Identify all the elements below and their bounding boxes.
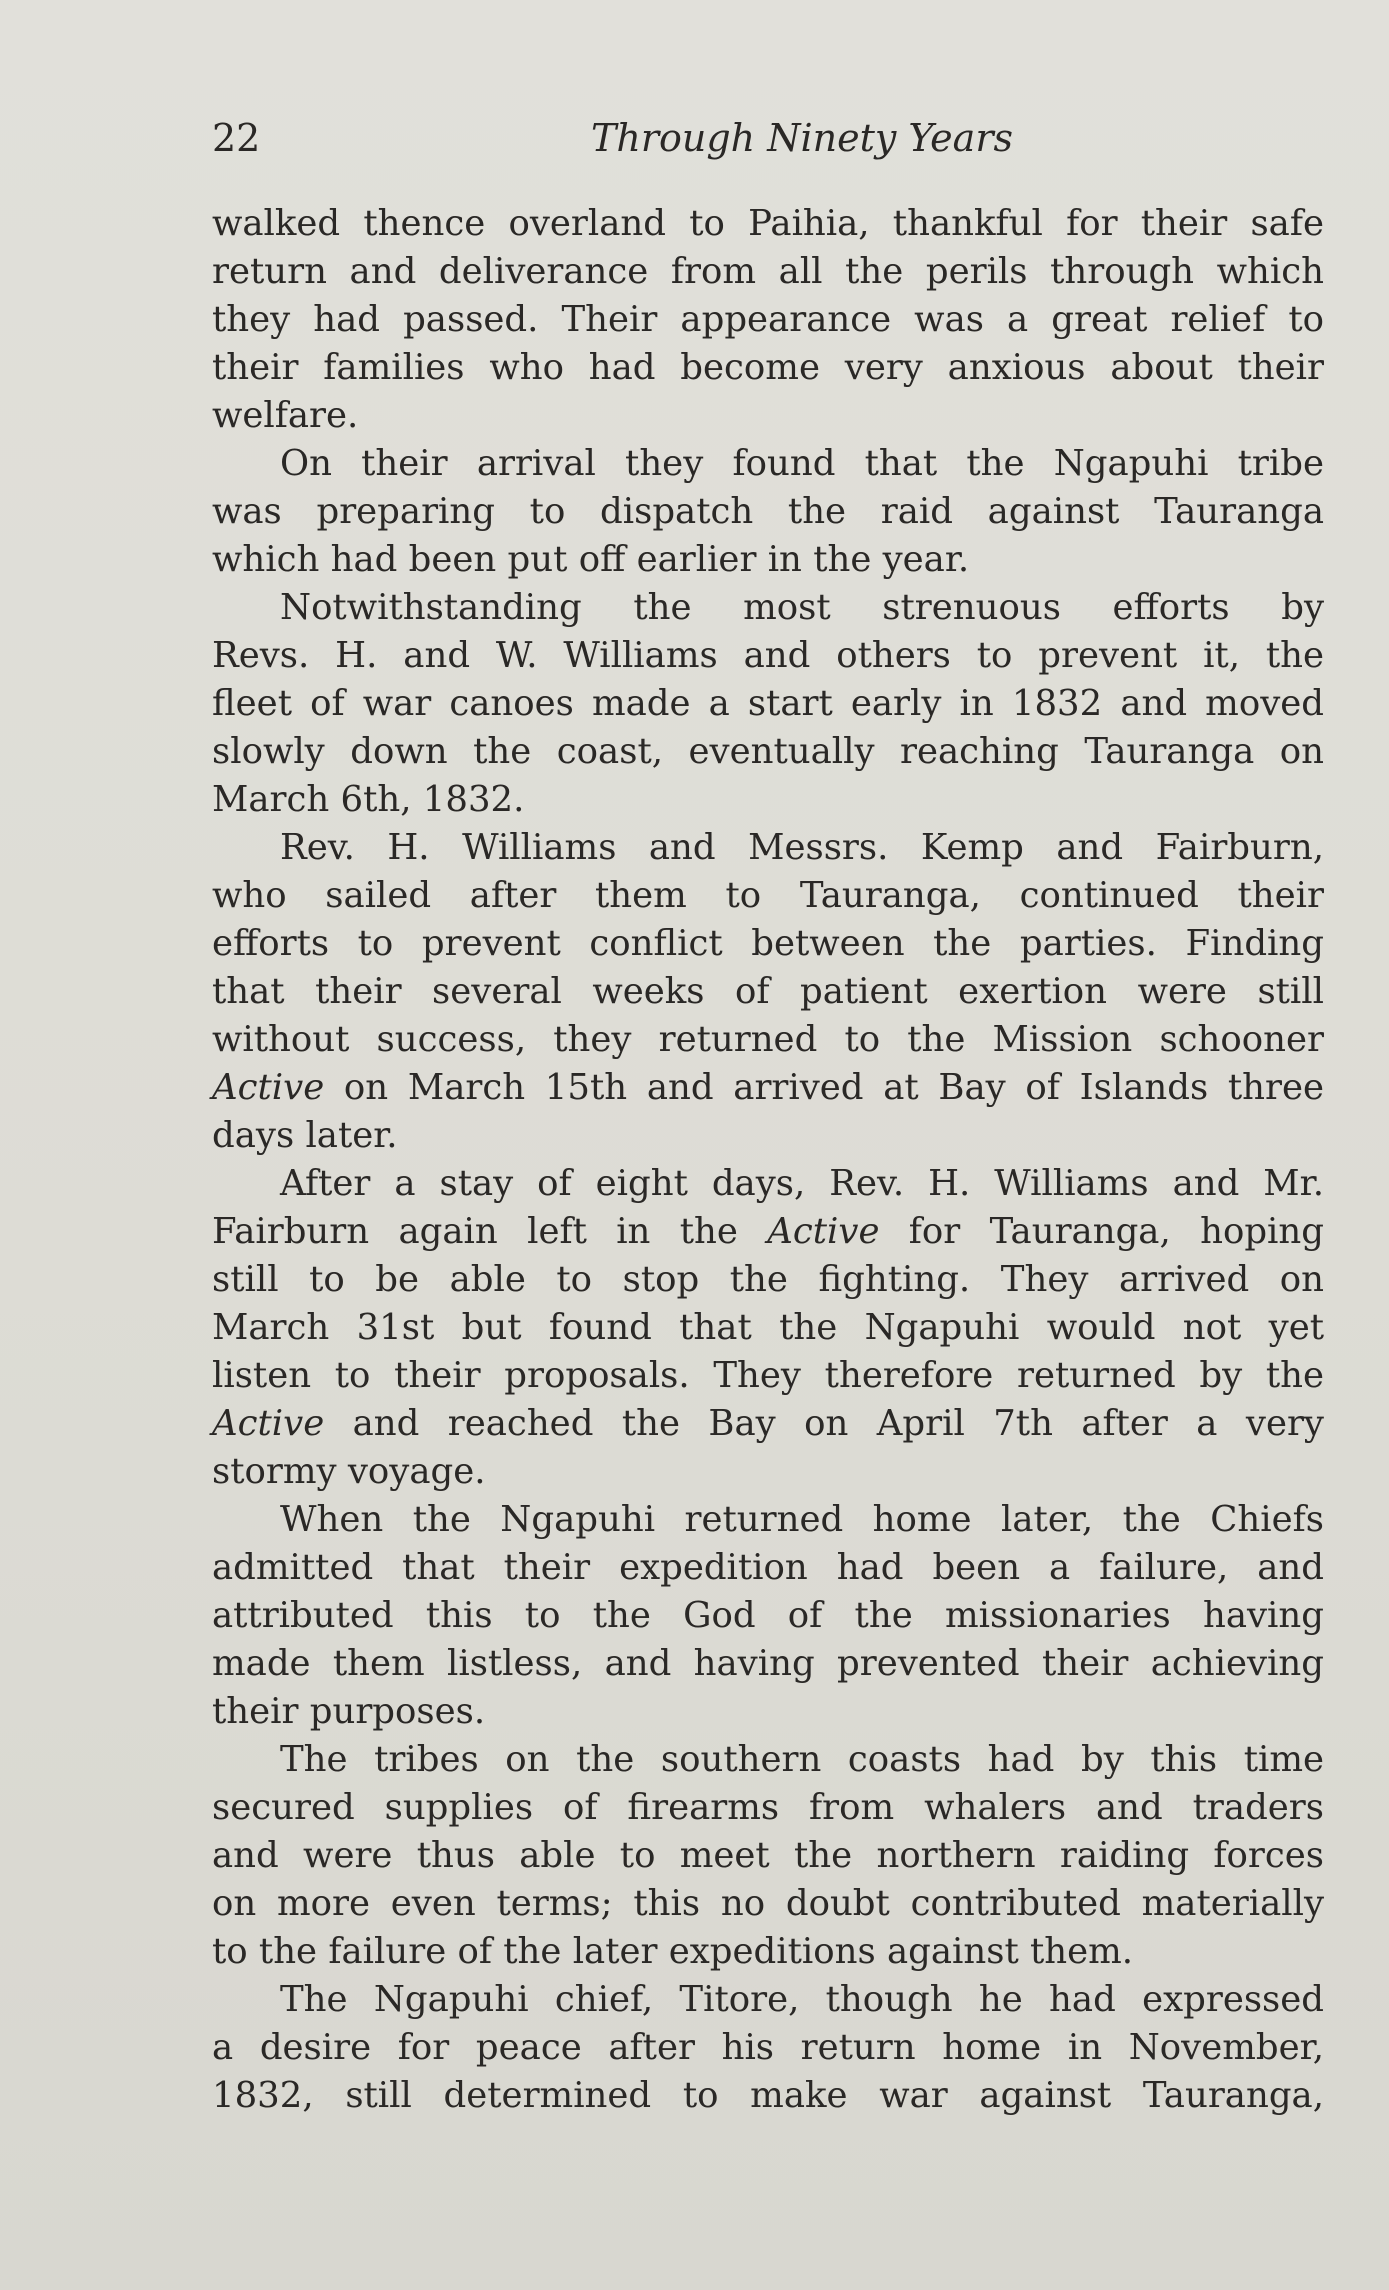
body-text <box>212 200 1324 2120</box>
text-line: their families who had become very anxious about their <box>212 347 1324 388</box>
text-line: The tribes on the southern coasts had by this time <box>280 1739 1324 1780</box>
text-line: On their arrival they found that the Ngapuhi tribe <box>280 443 1324 484</box>
text-line: they had passed. Their appearance was a great relief to <box>212 299 1324 340</box>
text-line: was preparing to dispatch the raid against Tauranga <box>212 491 1324 532</box>
text-line: to the failure of the later expeditions against them. <box>212 1931 1134 1972</box>
text-line: a desire for peace after his return home in November, <box>212 2027 1324 2068</box>
text-line: attributed this to the God of the missionaries having <box>212 1595 1324 1636</box>
text-line: on more even terms; this no doubt contributed materially <box>212 1883 1324 1924</box>
text-line: slowly down the coast, eventually reaching Tauranga on <box>212 731 1324 772</box>
text-line <box>212 1208 1324 1256</box>
text-line: who sailed after them to Tauranga, continued their <box>212 875 1324 916</box>
paragraph-8 <box>212 1976 1324 2120</box>
text-line: After a stay of eight days, Rev. H. Williams and Mr. <box>280 1163 1324 1204</box>
paragraph-4 <box>212 824 1324 1160</box>
text-line: walked thence overland to Paihia, thankful for their safe <box>212 203 1324 244</box>
text-line: without success, they returned to the Mission schooner <box>212 1019 1324 1060</box>
text-line: made them listless, and having prevented their achieving <box>212 1643 1324 1684</box>
text-span: for Tauranga, hoping <box>908 1211 1324 1252</box>
text-line: secured supplies of firearms from whalers and traders <box>212 1787 1324 1828</box>
text-line: welfare. <box>212 395 359 436</box>
text-line: and were thus able to meet the northern raiding forces <box>212 1835 1324 1876</box>
text-line: Revs. H. and W. Williams and others to prevent it, the <box>212 635 1324 676</box>
text-line: days later. <box>212 1115 398 1156</box>
paragraph-7 <box>212 1736 1324 1976</box>
text-line: still to be able to stop the fighting. They arrived on <box>212 1259 1324 1300</box>
text-line: Notwithstanding the most strenuous efforts by <box>280 587 1324 628</box>
paragraph-1 <box>212 200 1324 440</box>
text-line: their purposes. <box>212 1691 486 1732</box>
text-span: Fairburn again left in the <box>212 1211 738 1252</box>
text-line: admitted that their expedition had been a failure, and <box>212 1547 1324 1588</box>
running-title: Through Ninety Years <box>591 116 1013 160</box>
text-line: March 31st but found that the Ngapuhi would not yet <box>212 1307 1324 1348</box>
text-line: listen to their proposals. They therefore returned by the <box>212 1355 1324 1396</box>
ship-name: Active <box>212 1067 325 1108</box>
text-line: fleet of war canoes made a start early in 1832 and moved <box>212 683 1324 724</box>
page-number: 22 <box>212 116 261 160</box>
text-line: return and deliverance from all the perils through which <box>212 251 1324 292</box>
text-span: and reached the Bay on April 7th after a very <box>352 1403 1324 1444</box>
running-head <box>212 110 1322 166</box>
text-line: When the Ngapuhi returned home later, the Chiefs <box>280 1499 1324 1540</box>
ship-name: Active <box>212 1403 325 1444</box>
paragraph-3 <box>212 584 1324 824</box>
ship-name: Active <box>767 1211 880 1252</box>
text-line: The Ngapuhi chief, Titore, though he had expressed <box>280 1979 1324 2020</box>
text-span: on March 15th and arrived at Bay of Islands three <box>343 1067 1324 1108</box>
text-line: 1832, still determined to make war against Tauranga, <box>212 2075 1324 2116</box>
text-line <box>212 1400 1324 1448</box>
paragraph-5 <box>212 1160 1324 1496</box>
paragraph-2 <box>212 440 1324 584</box>
text-line: efforts to prevent conflict between the parties. Finding <box>212 923 1324 964</box>
text-line: stormy voyage. <box>212 1451 486 1492</box>
text-line: which had been put off earlier in the year. <box>212 539 970 580</box>
text-line: that their several weeks of patient exertion were still <box>212 971 1324 1012</box>
text-line: Rev. H. Williams and Messrs. Kemp and Fairburn, <box>280 827 1324 868</box>
paragraph-6 <box>212 1496 1324 1736</box>
text-line: March 6th, 1832. <box>212 779 525 820</box>
text-line <box>212 1064 1324 1112</box>
